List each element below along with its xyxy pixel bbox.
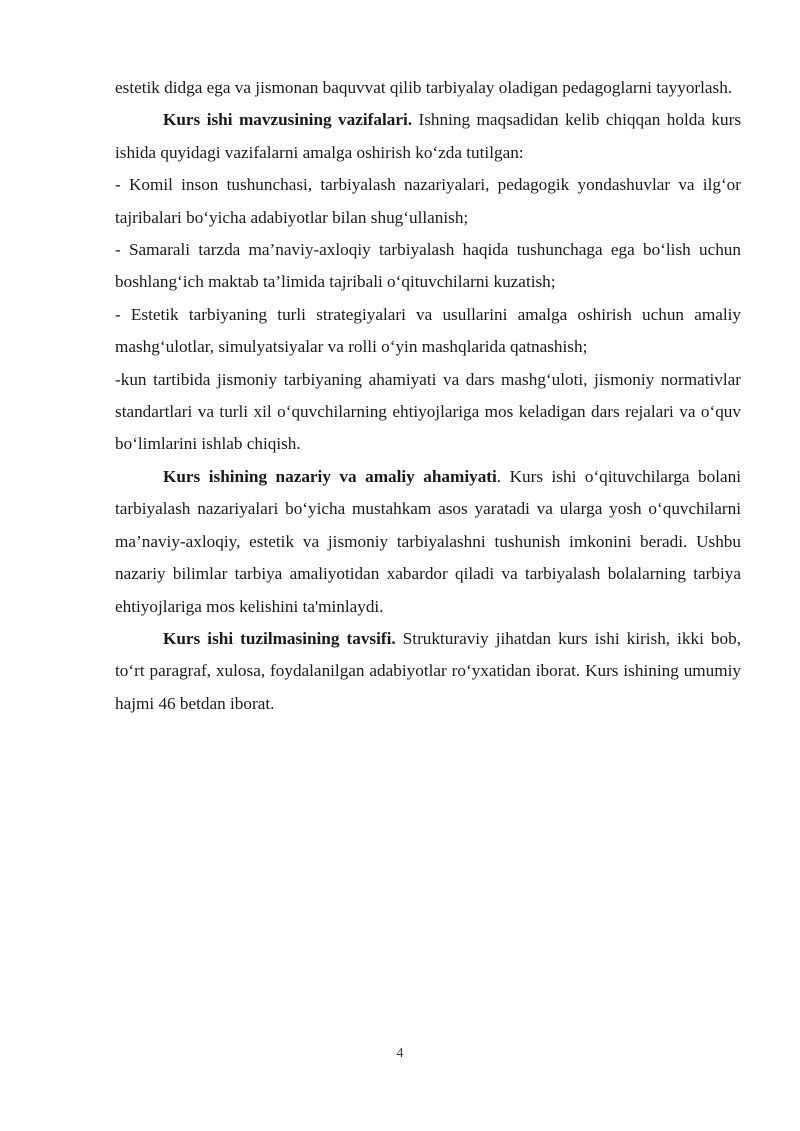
list-item [115, 364, 741, 461]
section-heading-structure: Kurs ishi tuzilmasining tavsifi. [163, 628, 396, 648]
paragraph-text: estetik didga ega va jismonan baquvvat qilib tarbiyalay oladigan pedagoglarni tayyorlash. [115, 78, 733, 97]
list-item-text: -kun tartibida jismoniy tarbiyaning ahamiyati va dars mashg‘uloti, jismoniy normativlar standartlari va turli xil o‘quvchilarning ehtiyojlariga mos keladigan dars rejalari va o‘quv bo‘limlarini ishlab chiqish. [115, 369, 741, 454]
list-item-text: - Estetik tarbiyaning turli strategiyalari va usullarini amalga oshirish uchun amaliy mashg‘ulotlar, simulyatsiyalar va rolli o‘yin mashqlarida qatnashish; [115, 304, 741, 357]
section-heading-significance: Kurs ishining nazariy va amaliy ahamiyati [163, 466, 497, 486]
paragraph-tasks [115, 104, 741, 169]
paragraph-significance [115, 461, 741, 623]
list-item-text: - Komil inson tushunchasi, tarbiyalash nazariyalari, pedagogik yondashuvlar va ilg‘or tajribalari bo‘yicha adabiyotlar bilan shug‘ullanish; [115, 175, 741, 227]
section-heading-tasks: Kurs ishi mavzusining vazifalari. [163, 110, 413, 130]
paragraph-structure [115, 623, 741, 720]
list-item [115, 169, 741, 234]
list-item [115, 299, 741, 364]
paragraph-text: Strukturaviy jihatdan kurs ishi kirish, ikki bob, to‘rt paragraf, xulosa, foydalanilgan adabiyotlar ro‘yxatidan iborat. Kurs ishining umumiy hajmi 46 betdan iborat. [115, 628, 741, 713]
page-number: 4 [396, 1046, 404, 1061]
body-text [115, 72, 741, 720]
list-item [115, 234, 741, 299]
paragraph-text: Ishning maqsadidan kelib chiqqan holda kurs ishida quyidagi vazifalarni amalga oshirish ko‘zda tutilgan: [115, 110, 742, 162]
paragraph-continuation [115, 72, 741, 104]
list-item-text: - Samarali tarzda ma’naviy-axloqiy tarbiyalash haqida tushunchaga ega bo‘lish uchun boshlang‘ich maktab ta’limida tajribali o‘qituvchilarni kuzatish; [115, 240, 741, 292]
paragraph-text: . Kurs ishi o‘qituvchilarga bolani tarbiyalash nazariyalari bo‘yicha mustahkam asos yaratadi va ularga yosh o‘quvchilarni ma’naviy-axloqiy, estetik va jismoniy tarbiyalashni tushunish imkonini beradi. Ushbu nazariy bilimlar tarbiya amaliyotidan xabardor qiladi va tarbiyalash bolalarning tarbiya ehtiyojlariga mos kelishini ta'minlaydi. [115, 466, 742, 616]
